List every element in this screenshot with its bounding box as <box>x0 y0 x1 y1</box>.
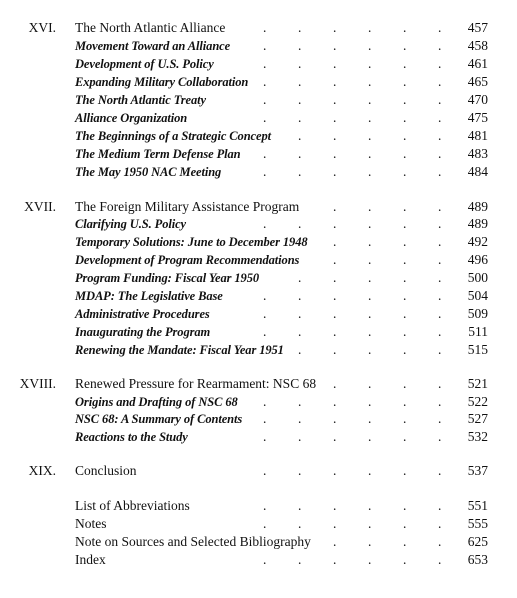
back-matter-entry[interactable] <box>0 497 517 515</box>
page-number: 483 <box>467 146 488 161</box>
entry-title: Index <box>75 552 106 567</box>
back-matter-entry[interactable] <box>0 515 517 533</box>
page-number: 489 <box>467 199 488 214</box>
leader-dots: . . . . . . <box>263 110 442 125</box>
entry-title: Notes <box>75 516 107 531</box>
leader-dots: . . . . . . <box>263 498 442 513</box>
section-title: Renewing the Mandate: Fiscal Year 1951 <box>75 343 284 357</box>
leader-dots: . . . . . <box>298 270 442 285</box>
section-entry[interactable] <box>0 145 517 163</box>
page-number: 509 <box>467 306 488 321</box>
page-number: 532 <box>467 429 488 444</box>
leader-dots: . . . . . . <box>263 516 442 531</box>
section-entry[interactable] <box>0 305 517 323</box>
chapter-entry[interactable] <box>0 19 517 37</box>
leader-dots: . . . . <box>333 376 442 391</box>
section-entry[interactable] <box>0 91 517 109</box>
leader-dots: . . . . . . <box>263 288 442 303</box>
entry-title: The Foreign Military Assistance Program <box>75 199 300 214</box>
section-entry[interactable] <box>0 323 517 341</box>
leader-dots: . . . . . . <box>263 324 442 339</box>
section-entry[interactable] <box>0 341 517 359</box>
page-number: 504 <box>467 288 488 303</box>
section-title: Temporary Solutions: June to December 1948 <box>75 235 308 249</box>
page-number: 457 <box>467 20 488 35</box>
entry-title: Note on Sources and Selected Bibliography <box>75 534 311 549</box>
entry-title: List of Abbreviations <box>75 498 190 513</box>
leader-dots: . . . . . . <box>263 56 442 71</box>
section-entry[interactable] <box>0 127 517 145</box>
section-title: MDAP: The Legislative Base <box>75 289 223 303</box>
page-number: 521 <box>467 376 488 391</box>
page-number: 625 <box>467 534 488 549</box>
section-title: Clarifying U.S. Policy <box>75 217 186 231</box>
section-entry[interactable] <box>0 37 517 55</box>
section-title: Development of U.S. Policy <box>75 57 214 71</box>
leader-dots: . . . . . . <box>263 552 442 567</box>
section-title: Reactions to the Study <box>75 430 188 444</box>
leader-dots: . . . . . . <box>263 146 442 161</box>
page-number: 484 <box>467 164 488 179</box>
page-number: 511 <box>468 324 488 339</box>
section-title: Expanding Military Collaboration <box>75 75 249 89</box>
leader-dots: . . . . . <box>298 342 442 357</box>
leader-dots: . . . . . . <box>263 306 442 321</box>
page-number: 458 <box>467 38 488 53</box>
section-title: Administrative Procedures <box>75 307 210 321</box>
section-entry[interactable] <box>0 287 517 305</box>
leader-dots: . . . . . . <box>263 20 442 35</box>
leader-dots: . . . . . . <box>263 394 442 409</box>
page-number: 461 <box>467 56 488 71</box>
section-title: Origins and Drafting of NSC 68 <box>75 395 238 409</box>
page-number: 470 <box>467 92 488 107</box>
page-number: 515 <box>467 342 488 357</box>
leader-dots: . . . . . . <box>263 463 442 478</box>
leader-dots: . . . . . . <box>263 429 442 444</box>
chapter-number: XVI. <box>28 20 56 35</box>
page-number: 500 <box>467 270 488 285</box>
page-number: 551 <box>467 498 488 513</box>
section-title: Development of Program Recommendations <box>75 253 300 267</box>
section-entry[interactable] <box>0 73 517 91</box>
section-title: Inaugurating the Program <box>75 325 211 339</box>
leader-dots: . . . . <box>333 534 442 549</box>
section-entry[interactable] <box>0 269 517 287</box>
page-number: 527 <box>467 411 488 426</box>
leader-dots: . . . . . . <box>263 92 442 107</box>
page-number: 475 <box>467 110 488 125</box>
page-number: 555 <box>467 516 488 531</box>
chapter-number: XIX. <box>28 463 56 478</box>
leader-dots: . . . . . . <box>263 74 442 89</box>
section-title: NSC 68: A Summary of Contents <box>75 412 243 426</box>
entry-title: Renewed Pressure for Rearmament: NSC 68 <box>75 376 317 391</box>
page-number: 522 <box>467 394 488 409</box>
chapter-number: XVII. <box>24 199 56 214</box>
section-entry[interactable] <box>0 109 517 127</box>
section-entry[interactable] <box>0 55 517 73</box>
section-title: The Medium Term Defense Plan <box>75 147 241 161</box>
back-matter-entry[interactable] <box>0 551 517 569</box>
chapter-entry[interactable] <box>0 198 517 216</box>
section-entry[interactable] <box>0 393 517 411</box>
chapter-number: XVIII. <box>19 376 56 391</box>
entry-title: The North Atlantic Alliance <box>75 20 226 35</box>
chapter-entry[interactable] <box>0 462 517 480</box>
section-entry[interactable] <box>0 163 517 181</box>
leader-dots: . . . . . . <box>263 164 442 179</box>
page-number: 481 <box>467 128 488 143</box>
leader-dots: . . . . <box>333 199 442 214</box>
page-number: 496 <box>467 252 488 267</box>
section-title: Program Funding: Fiscal Year 1950 <box>75 271 259 285</box>
leader-dots: . . . . . . <box>263 38 442 53</box>
leader-dots: . . . . . . <box>263 411 442 426</box>
section-entry[interactable] <box>0 251 517 269</box>
leader-dots: . . . . . . <box>263 216 442 231</box>
section-entry[interactable] <box>0 428 517 446</box>
section-entry[interactable] <box>0 233 517 251</box>
page-number: 465 <box>467 74 488 89</box>
leader-dots: . . . . . <box>298 128 442 143</box>
page-number: 537 <box>467 463 488 478</box>
page-number: 492 <box>467 234 488 249</box>
section-title: The North Atlantic Treaty <box>75 93 206 107</box>
section-entry[interactable] <box>0 410 517 428</box>
section-title: The May 1950 NAC Meeting <box>75 165 222 179</box>
leader-dots: . . . . <box>333 252 442 267</box>
entry-title: Conclusion <box>75 463 137 478</box>
back-matter-entry[interactable] <box>0 533 517 551</box>
section-title: The Beginnings of a Strategic Concept <box>75 129 271 143</box>
page-number: 489 <box>467 216 488 231</box>
page-number: 653 <box>467 552 488 567</box>
section-title: Alliance Organization <box>75 111 188 125</box>
section-entry[interactable] <box>0 215 517 233</box>
chapter-entry[interactable] <box>0 375 517 393</box>
section-title: Movement Toward an Alliance <box>75 39 231 53</box>
leader-dots: . . . . <box>333 234 442 249</box>
